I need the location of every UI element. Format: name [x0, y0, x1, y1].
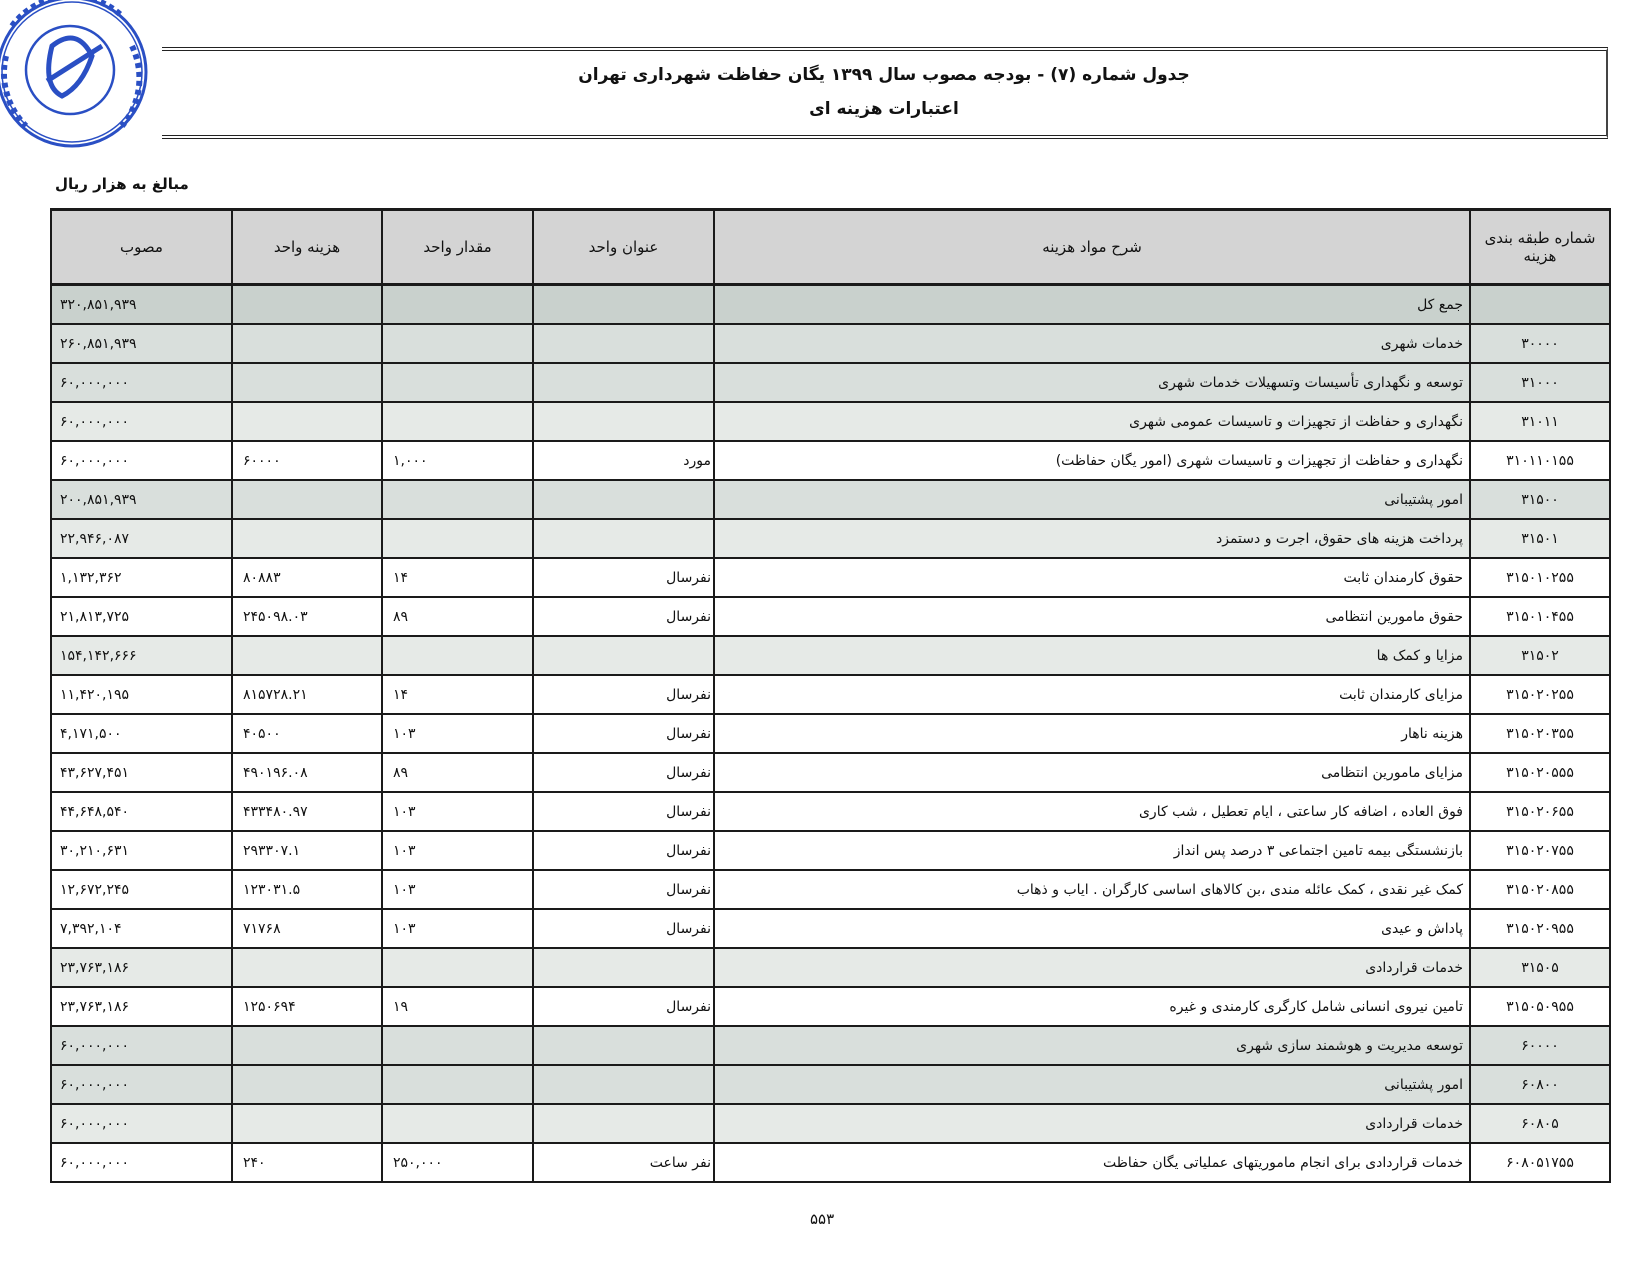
table-row [51, 987, 1610, 1026]
cell-unit-cost [232, 948, 382, 987]
column-header-unit-quantity: مقدار واحد [382, 210, 533, 285]
cell-unit-quantity: ۱۴ [382, 675, 533, 714]
cell-approved: ۲۶۰,۸۵۱,۹۳۹ [51, 324, 232, 363]
cell-unit-quantity: ۱۰۳ [382, 714, 533, 753]
cell-unit-title: نفرسال [533, 987, 714, 1026]
cell-unit-title [533, 948, 714, 987]
table-row [51, 441, 1610, 480]
cell-code: ۳۱۵۰۱۰۴۵۵ [1470, 597, 1610, 636]
cell-unit-cost [232, 1026, 382, 1065]
cell-approved: ۱۱,۴۲۰,۱۹۵ [51, 675, 232, 714]
cell-code: ۳۱۵۰۲۰۷۵۵ [1470, 831, 1610, 870]
cell-description: امور پشتیبانی [714, 480, 1470, 519]
cell-unit-title [533, 1104, 714, 1143]
cell-approved: ۲۲,۹۴۶,۰۸۷ [51, 519, 232, 558]
cell-description: پرداخت هزینه های حقوق، اجرت و دستمزد [714, 519, 1470, 558]
cell-approved: ۲۳,۷۶۳,۱۸۶ [51, 987, 232, 1026]
cell-unit-quantity: ۱۰۳ [382, 909, 533, 948]
table-row [51, 636, 1610, 675]
cell-unit-quantity [382, 285, 533, 325]
table-row [51, 792, 1610, 831]
cell-unit-cost [232, 480, 382, 519]
table-row [51, 324, 1610, 363]
cell-unit-cost [232, 519, 382, 558]
cell-code: ۳۱۵۰۱۰۲۵۵ [1470, 558, 1610, 597]
cell-unit-quantity [382, 1065, 533, 1104]
cell-description: بازنشستگی بیمه تامین اجتماعی ۳ درصد پس انداز [714, 831, 1470, 870]
cell-unit-quantity: ۱۹ [382, 987, 533, 1026]
page-subtitle: اعتبارات هزینه ای [809, 99, 959, 119]
table-row [51, 1065, 1610, 1104]
cell-approved: ۶۰,۰۰۰,۰۰۰ [51, 1026, 232, 1065]
cell-unit-cost [232, 324, 382, 363]
table-row [51, 909, 1610, 948]
cell-description: توسعه مدیریت و هوشمند سازی شهری [714, 1026, 1470, 1065]
cell-unit-title: نفرسال [533, 870, 714, 909]
cell-approved: ۱۲,۶۷۲,۲۴۵ [51, 870, 232, 909]
cell-unit-cost [232, 402, 382, 441]
cell-code: ۶۰۰۰۰ [1470, 1026, 1610, 1065]
cell-description: حقوق مامورین انتظامی [714, 597, 1470, 636]
cell-unit-cost: ۱۲۵۰۶۹۴ [232, 987, 382, 1026]
cell-unit-cost: ۱۲۳۰۳۱.۵ [232, 870, 382, 909]
cell-unit-quantity: ۸۹ [382, 753, 533, 792]
cell-description: مزایا و کمک ها [714, 636, 1470, 675]
table-row [51, 675, 1610, 714]
cell-unit-cost: ۴۰۵۰۰ [232, 714, 382, 753]
table-row [51, 519, 1610, 558]
cell-description: خدمات قراردادی [714, 948, 1470, 987]
cell-unit-title [533, 285, 714, 325]
cell-approved: ۷,۳۹۲,۱۰۴ [51, 909, 232, 948]
cell-approved: ۴,۱۷۱,۵۰۰ [51, 714, 232, 753]
cell-unit-quantity: ۱۰۳ [382, 792, 533, 831]
cell-code [1470, 285, 1610, 325]
cell-description: کمک غیر نقدی ، کمک عائله مندی ،بن کالاهای اساسی کارگران . ایاب و ذهاب [714, 870, 1470, 909]
table-row [51, 402, 1610, 441]
cell-description: امور پشتیبانی [714, 1065, 1470, 1104]
cell-approved: ۶۰,۰۰۰,۰۰۰ [51, 1143, 232, 1182]
cell-unit-cost: ۸۰۸۸۳ [232, 558, 382, 597]
cell-unit-title [533, 480, 714, 519]
cell-unit-cost: ۴۹۰۱۹۶.۰۸ [232, 753, 382, 792]
cell-unit-title [533, 324, 714, 363]
table-row [51, 558, 1610, 597]
title-box [162, 47, 1608, 139]
cell-unit-quantity [382, 480, 533, 519]
cell-unit-cost: ۲۴۰ [232, 1143, 382, 1182]
cell-unit-cost [232, 285, 382, 325]
cell-approved: ۳۲۰,۸۵۱,۹۳۹ [51, 285, 232, 325]
cell-unit-cost [232, 1065, 382, 1104]
currency-unit-note: مبالغ به هزار ریال [55, 175, 189, 193]
table-row [51, 714, 1610, 753]
cell-unit-quantity: ۱۰۳ [382, 831, 533, 870]
cell-approved: ۱۵۴,۱۴۲,۶۶۶ [51, 636, 232, 675]
cell-unit-title: نفرسال [533, 714, 714, 753]
cell-unit-title: نفر ساعت [533, 1143, 714, 1182]
cell-code: ۳۱۰۱۱۰۱۵۵ [1470, 441, 1610, 480]
cell-unit-quantity [382, 519, 533, 558]
table-row [51, 1104, 1610, 1143]
cell-code: ۳۱۵۰۲۰۹۵۵ [1470, 909, 1610, 948]
cell-unit-title [533, 636, 714, 675]
cell-description: خدمات قراردادی برای انجام ماموریتهای عملیاتی یگان حفاظت [714, 1143, 1470, 1182]
cell-description: توسعه و نگهداری تأسیسات وتسهیلات خدمات شهری [714, 363, 1470, 402]
cell-unit-cost: ۸۱۵۷۲۸.۲۱ [232, 675, 382, 714]
cell-unit-title: نفرسال [533, 675, 714, 714]
cell-approved: ۲۳,۷۶۳,۱۸۶ [51, 948, 232, 987]
cell-approved: ۲۱,۸۱۳,۷۲۵ [51, 597, 232, 636]
cell-code: ۳۱۵۰۲۰۵۵۵ [1470, 753, 1610, 792]
cell-unit-quantity [382, 1026, 533, 1065]
cell-code: ۳۱۰۱۱ [1470, 402, 1610, 441]
stamp-seal-icon [0, 0, 160, 158]
cell-code: ۳۱۵۰۲۰۳۵۵ [1470, 714, 1610, 753]
cell-unit-quantity: ۱۰۳ [382, 870, 533, 909]
cell-description: جمع کل [714, 285, 1470, 325]
cell-approved: ۳۰,۲۱۰,۶۳۱ [51, 831, 232, 870]
page-title: جدول شماره (۷) - بودجه مصوب سال ۱۳۹۹ یگان حفاظت شهرداری تهران [578, 65, 1190, 85]
table-row [51, 831, 1610, 870]
cell-approved: ۶۰,۰۰۰,۰۰۰ [51, 441, 232, 480]
cell-code: ۳۰۰۰۰ [1470, 324, 1610, 363]
table-row [51, 1026, 1610, 1065]
cell-approved: ۶۰,۰۰۰,۰۰۰ [51, 1104, 232, 1143]
table-row [51, 597, 1610, 636]
cell-unit-quantity [382, 324, 533, 363]
cell-unit-cost [232, 636, 382, 675]
cell-code: ۳۱۵۰۵۰۹۵۵ [1470, 987, 1610, 1026]
column-header-approved: مصوب [51, 210, 232, 285]
cell-approved: ۱,۱۳۲,۳۶۲ [51, 558, 232, 597]
cell-unit-title [533, 1026, 714, 1065]
cell-code: ۶۰۸۰۰ [1470, 1065, 1610, 1104]
cell-unit-quantity: ۱۴ [382, 558, 533, 597]
cell-unit-title [533, 519, 714, 558]
cell-unit-cost: ۲۴۵۰۹۸.۰۳ [232, 597, 382, 636]
cell-unit-cost: ۶۰۰۰۰ [232, 441, 382, 480]
cell-description: فوق العاده ، اضافه کار ساعتی ، ایام تعطیل ، شب کاری [714, 792, 1470, 831]
cell-unit-title [533, 363, 714, 402]
cell-unit-quantity: ۸۹ [382, 597, 533, 636]
column-header-unit-cost: هزینه واحد [232, 210, 382, 285]
cell-unit-title [533, 1065, 714, 1104]
cell-unit-quantity [382, 636, 533, 675]
council-stamp [0, 0, 160, 158]
cell-approved: ۶۰,۰۰۰,۰۰۰ [51, 402, 232, 441]
cell-unit-quantity: ۱,۰۰۰ [382, 441, 533, 480]
table-row [51, 870, 1610, 909]
cell-unit-title: نفرسال [533, 792, 714, 831]
cell-description: مزایای کارمندان ثابت [714, 675, 1470, 714]
cell-unit-title: مورد [533, 441, 714, 480]
cell-code: ۳۱۵۰۲۰۸۵۵ [1470, 870, 1610, 909]
cell-unit-quantity: ۲۵۰,۰۰۰ [382, 1143, 533, 1182]
cell-unit-title [533, 402, 714, 441]
cell-description: پاداش و عیدی [714, 909, 1470, 948]
cell-approved: ۴۳,۶۲۷,۴۵۱ [51, 753, 232, 792]
table-row-total [51, 285, 1610, 325]
cell-description: هزینه ناهار [714, 714, 1470, 753]
cell-approved: ۴۴,۶۴۸,۵۴۰ [51, 792, 232, 831]
cell-approved: ۶۰,۰۰۰,۰۰۰ [51, 363, 232, 402]
cell-unit-cost: ۷۱۷۶۸ [232, 909, 382, 948]
cell-description: خدمات قراردادی [714, 1104, 1470, 1143]
cell-unit-cost [232, 1104, 382, 1143]
cell-code: ۳۱۵۰۲۰۲۵۵ [1470, 675, 1610, 714]
table-row [51, 363, 1610, 402]
cell-description: نگهداری و حفاظت از تجهیزات و تاسیسات شهری (امور یگان حفاظت) [714, 441, 1470, 480]
column-header-code: شماره طبقه بندی هزینه [1470, 210, 1610, 285]
cell-approved: ۲۰۰,۸۵۱,۹۳۹ [51, 480, 232, 519]
cell-unit-quantity [382, 948, 533, 987]
cell-unit-title: نفرسال [533, 558, 714, 597]
cell-code: ۶۰۸۰۵۱۷۵۵ [1470, 1143, 1610, 1182]
cell-unit-title: نفرسال [533, 909, 714, 948]
budget-table [50, 208, 1611, 1183]
cell-unit-cost: ۲۹۳۳۰۷.۱ [232, 831, 382, 870]
cell-code: ۳۱۵۰۲ [1470, 636, 1610, 675]
cell-unit-quantity [382, 402, 533, 441]
cell-description: مزایای مامورین انتظامی [714, 753, 1470, 792]
table-header-row [51, 210, 1610, 285]
table-row [51, 480, 1610, 519]
cell-description: حقوق کارمندان ثابت [714, 558, 1470, 597]
table-row [51, 948, 1610, 987]
cell-code: ۶۰۸۰۵ [1470, 1104, 1610, 1143]
cell-unit-title: نفرسال [533, 753, 714, 792]
cell-unit-quantity [382, 363, 533, 402]
page-number: ۵۵۳ [810, 1210, 835, 1228]
table-row [51, 753, 1610, 792]
cell-description: تامین نیروی انسانی شامل کارگری کارمندی و غیره [714, 987, 1470, 1026]
cell-code: ۳۱۵۰۲۰۶۵۵ [1470, 792, 1610, 831]
column-header-description: شرح مواد هزینه [714, 210, 1470, 285]
cell-code: ۳۱۵۰۵ [1470, 948, 1610, 987]
cell-unit-title: نفرسال [533, 597, 714, 636]
cell-code: ۳۱۵۰۰ [1470, 480, 1610, 519]
cell-code: ۳۱۵۰۱ [1470, 519, 1610, 558]
cell-unit-cost [232, 363, 382, 402]
table-row [51, 1143, 1610, 1182]
cell-unit-quantity [382, 1104, 533, 1143]
cell-unit-cost: ۴۳۳۴۸۰.۹۷ [232, 792, 382, 831]
cell-code: ۳۱۰۰۰ [1470, 363, 1610, 402]
column-header-unit-title: عنوان واحد [533, 210, 714, 285]
cell-unit-title: نفرسال [533, 831, 714, 870]
cell-description: نگهداری و حفاظت از تجهیزات و تاسیسات عمومی شهری [714, 402, 1470, 441]
cell-description: خدمات شهری [714, 324, 1470, 363]
cell-approved: ۶۰,۰۰۰,۰۰۰ [51, 1065, 232, 1104]
